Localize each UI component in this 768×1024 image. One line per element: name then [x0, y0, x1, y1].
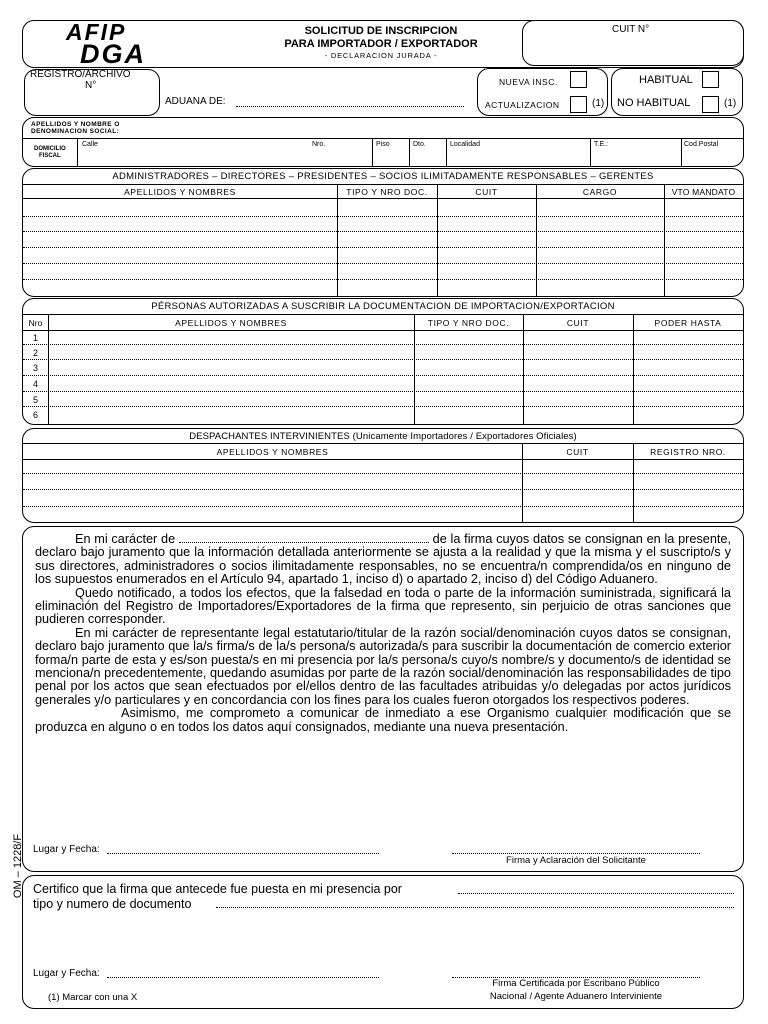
habitual-checkbox[interactable] — [702, 71, 719, 88]
brokers-col-registro: REGISTRO NRO. — [650, 447, 726, 457]
authorized-col-2 — [414, 314, 415, 424]
row-number: 3 — [33, 363, 39, 373]
nro-label: Nro. — [312, 141, 326, 148]
admins-col-tipo-doc: TIPO Y NRO DOC. — [346, 187, 428, 197]
no-habitual-checkbox[interactable] — [702, 96, 719, 113]
apellidos-label-line1: APELLIDOS Y NOMBRE O — [31, 121, 120, 128]
dto-label: Dto. — [413, 141, 426, 148]
aduana-input[interactable] — [236, 106, 464, 107]
nueva-insc-checkbox[interactable] — [570, 71, 587, 88]
lugar-fecha-input[interactable] — [107, 853, 379, 854]
actualizacion-ref: (1) — [592, 98, 605, 109]
logo-dga-text: DGA — [80, 39, 146, 69]
cp-divider — [681, 138, 682, 166]
cert-lugar-fecha-label: Lugar y Fecha: — [33, 968, 100, 979]
table-row[interactable] — [23, 263, 743, 264]
domicilio-label-line1: DOMICILIO — [34, 146, 66, 152]
authorized-divider-1 — [23, 314, 743, 315]
table-row[interactable] — [23, 406, 743, 407]
form-title-line2: PARA IMPORTADOR / EXPORTADOR — [284, 38, 478, 50]
declaration-p4: Asimismo, me comprometo a comunicar de inmediato a ese Organismo cualquier modificación que se produzca en alguno o en todos los datos aquí consignados, mediante una nueva presentación. — [35, 706, 731, 734]
form-code: OM – 1228/F — [12, 833, 24, 899]
brokers-col-cuit: CUIT — [566, 447, 589, 457]
authorized-col-nro: Nro — [28, 318, 43, 328]
row-number: 2 — [33, 348, 39, 358]
form-title-line1: SOLICITUD DE INSCRIPCION — [304, 25, 458, 37]
registro-label-line2: N° — [85, 80, 97, 91]
footnote: (1) Marcar con una X — [48, 992, 138, 1003]
piso-divider — [372, 138, 373, 166]
localidad-label: Localidad — [450, 141, 480, 148]
certify-person-input[interactable] — [458, 893, 734, 894]
cuit-label: CUIT N° — [612, 24, 650, 35]
authorized-col-cuit: CUIT — [566, 318, 590, 328]
piso-label: Piso — [376, 141, 390, 148]
table-row[interactable] — [23, 391, 743, 392]
authorized-col-tipo-doc: TIPO Y NRO DOC. — [427, 318, 510, 328]
dto-divider — [409, 138, 410, 166]
localidad-divider — [446, 138, 447, 166]
firma-escribano-line1: Firma Certificada por Escribano Público — [492, 978, 660, 989]
brokers-col-apellidos: APELLIDOS Y NOMBRES — [216, 447, 329, 457]
row-number: 4 — [33, 379, 39, 389]
table-row[interactable] — [23, 247, 743, 248]
certify-document-input[interactable] — [216, 907, 734, 908]
cert-lugar-fecha-input[interactable] — [107, 977, 379, 978]
authorized-col-poder: PODER HASTA — [654, 318, 722, 328]
declaration-text — [35, 533, 731, 734]
te-label: T.E.: — [594, 141, 609, 148]
certify-line1: Certifico que la firma que antecede fue puesta en mi presencia por — [33, 882, 402, 896]
authorized-divider-2 — [23, 330, 743, 331]
table-row[interactable] — [23, 489, 743, 490]
form-subtitle: - DECLARACION JURADA - — [324, 51, 438, 60]
identity-divider — [23, 138, 743, 139]
table-row[interactable] — [23, 279, 743, 280]
calle-label: Calle — [82, 141, 98, 148]
authorized-title: PÉRSONAS AUTORIZADAS A SUSCRIBIR LA DOCUMENTACION DE IMPORTACION/EXPORTACION — [151, 301, 615, 312]
te-divider — [590, 138, 591, 166]
table-row[interactable] — [23, 473, 743, 474]
admins-col-apellidos: APELLIDOS Y NOMBRES — [124, 187, 236, 197]
no-habitual-label: NO HABITUAL — [617, 97, 691, 109]
declaration-p3: En mi carácter de representante legal estatutario/titular de la razón social/denominación cuyos datos se consignan, declaro bajo juramento que la/s firma/s de la/s persona/s autorizada/s para suscribir la documentación de comercio exterior forma/n parte de esta y es/son puesta/s en mi presencia por la/s persona/s cuyo/s nombre/s y documento/s de identidad se menciona/n precedentemente, quedando asumidas por parte de la razón social/denominación las responsabilidades de tipo penal por los actos que sean efectuados por el/ellos dentro de las facultades atribuidas y/o delegadas por actos jurídicos generales y/o particulares y en concordancia con los fines para los cuales fueron otorgados los respectivos poderes. — [35, 625, 731, 707]
authorized-col-apellidos: APELLIDOS Y NOMBRES — [175, 318, 287, 328]
habitual-label: HABITUAL — [639, 74, 693, 86]
firma-solicitante-line[interactable] — [452, 853, 700, 854]
row-number: 5 — [33, 395, 39, 405]
actualizacion-checkbox[interactable] — [570, 96, 587, 113]
lugar-fecha-label: Lugar y Fecha: — [33, 844, 100, 855]
table-row[interactable] — [23, 216, 743, 217]
certify-line2: tipo y numero de documento — [33, 897, 192, 911]
table-row[interactable] — [23, 231, 743, 232]
authorized-col-1 — [48, 314, 49, 424]
admins-title: ADMINISTRADORES – DIRECTORES – PRESIDENTES – SOCIOS ILIMITADAMENTE RESPONSABLES – GERENTES — [112, 171, 654, 182]
caracter-input[interactable] — [179, 533, 429, 543]
brokers-title: DESPACHANTES INTERVINIENTES (Unicamente Importadores / Exportadores Oficiales) — [189, 431, 577, 442]
brokers-divider-2 — [23, 459, 743, 460]
actualizacion-label: ACTUALIZACION — [485, 100, 560, 110]
table-row[interactable] — [23, 506, 743, 507]
firma-escribano-line2: Nacional / Agente Aduanero Interviniente — [489, 991, 663, 1002]
admins-col-vto: VTO MANDATO — [671, 187, 736, 197]
aduana-label: ADUANA DE: — [165, 96, 226, 107]
admins-col-cuit: CUIT — [475, 187, 498, 197]
cod-postal-label: Cod.Postal — [684, 141, 719, 148]
afip-dga-logo — [64, 19, 164, 69]
apellidos-label-line2: DENOMINACION SOCIAL: — [31, 128, 120, 135]
registro-label-line1: REGISTRO/ARCHIVO — [30, 69, 131, 80]
nueva-insc-label: NUEVA INSC. — [499, 77, 558, 87]
row-number: 6 — [33, 410, 39, 420]
declaration-p2: Quedo notificado, a todos los efectos, que la falsedad en toda o parte de la información suministrada, significará la eliminación del Registro de Importadores/Exportadores de la firma que represento, sin perjuicio de otras sanciones que pudieren corresponder. — [35, 585, 731, 627]
authorized-col-3 — [523, 314, 524, 424]
row-number: 1 — [33, 333, 39, 343]
table-row[interactable] — [23, 359, 743, 360]
declaration-p1-start: En mi carácter de — [75, 532, 176, 546]
domicilio-divider — [77, 138, 78, 166]
brokers-divider-1 — [23, 443, 743, 444]
declaration-p1-end: de la firma cuyos datos se consignan en la presente, declaro bajo juramento que la información detallada anteriormente se ajusta a la realidad y que la misma y el suscripto/s y sus directores, administradores o socios ilimitadamente responsables, no se encuentra/n comprendida/os en ninguno de los supuestos enumerados en el Artículo 94, apartado 1, inciso d) o apartado 2, inciso d) del Código Aduanero. — [35, 532, 731, 587]
firma-solicitante-label: Firma y Aclaración del Solicitante — [506, 855, 646, 866]
domicilio-label-line2: FISCAL — [39, 153, 61, 159]
authorized-col-4 — [633, 314, 634, 424]
admins-col-cargo: CARGO — [582, 187, 618, 197]
table-row[interactable] — [23, 344, 743, 345]
no-habitual-ref: (1) — [724, 98, 737, 109]
admins-divider-1 — [23, 184, 743, 185]
logo-afip-text: AFIP — [66, 19, 127, 45]
admins-divider-2 — [23, 198, 743, 199]
table-row[interactable] — [23, 375, 743, 376]
